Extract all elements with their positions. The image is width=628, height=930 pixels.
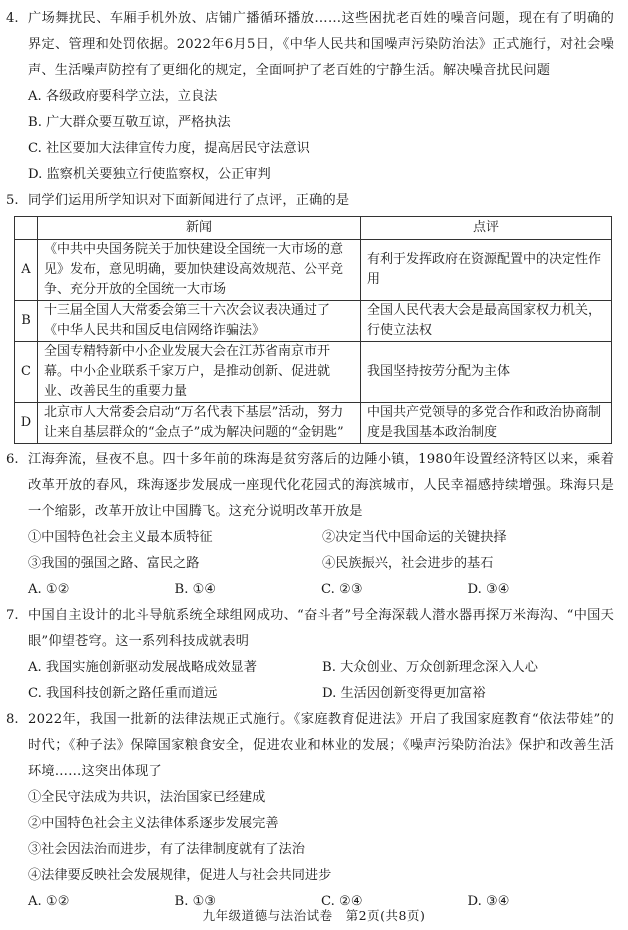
option-d: D. 监察机关要独立行使监察权，公正审判: [28, 167, 271, 182]
question-5: [6, 188, 614, 214]
option-a: A. 各级政府要科学立法，立良法: [28, 89, 218, 104]
statement-1: ①中国特色社会主义最本质特征: [28, 530, 213, 545]
statement-row: [28, 525, 614, 551]
table-row: [15, 301, 612, 342]
comment-cell: 我国坚持按劳分配为主体: [361, 342, 612, 403]
question-number: 6.: [6, 452, 19, 467]
news-cell: 北京市人大常委会启动“万名代表下基层”活动，努力让来自基层群众的“金点子”成为解决问题的“金钥匙”: [38, 403, 361, 444]
question-number: 7.: [6, 608, 19, 623]
option-row: [28, 681, 614, 707]
statement-4: ④法律要反映社会发展规律，促进人与社会共同进步: [28, 868, 332, 883]
row-label: C: [15, 342, 38, 403]
question-number: 4.: [6, 11, 19, 26]
statement-row: [28, 551, 614, 577]
option-a: A. ①②: [28, 582, 70, 597]
news-cell: 全国专精特新中小企业发展大会在江苏省南京市开幕。中小企业联系千家万户，是推动创新、促进就业、改善民生的重要力量: [38, 342, 361, 403]
question-stem: 同学们运用所学知识对下面新闻进行了点评，正确的是: [28, 193, 350, 208]
row-label: B: [15, 301, 38, 342]
question-stem: 江海奔流，昼夜不息。四十多年前的珠海是贫穷落后的边陲小镇，1980年设置经济特区以来，乘着改革开放的春风，珠海逐步发展成一座现代化花园式的海滨城市，人民幸福感持续增强。珠海只是一个缩影，改革开放让中国腾飞。这充分说明改革开放是: [28, 452, 614, 519]
question-stem: 中国自主设计的北斗导航系统全球组网成功、“奋斗者”号全海深载人潜水器再探万米海沟、“中国天眼”仰望苍穹。这一系列科技成就表明: [28, 608, 614, 649]
option-b: B. 大众创业、万众创新理念深入人心: [322, 660, 538, 675]
option-row: [28, 655, 614, 681]
option-row: [28, 577, 614, 603]
option-d: D. ③④: [467, 894, 510, 909]
statement-3: ③我国的强国之路、富民之路: [28, 556, 200, 571]
table-header-row: [15, 217, 612, 240]
question-stem: 广场舞扰民、车厢手机外放、店铺广播循环播放……这些困扰老百姓的噪音问题，现在有了明确的界定、管理和处罚依据。2022年6月5日，《中华人民共和国噪声污染防治法》正式施行，对社会噪声、生活噪声防控有了更细化的规定，全面呵护了老百姓的宁静生活。解决噪音扰民问题: [28, 11, 614, 78]
option-c: C. 我国科技创新之路任重而道远: [28, 686, 218, 701]
statement-1: ①全民守法成为共识，法治国家已经建成: [28, 790, 266, 805]
page-footer: 九年级道德与法治试卷 第2页(共8页): [202, 908, 426, 923]
statement-2: ②决定当代中国命运的关键抉择: [322, 530, 507, 545]
comment-cell: 中国共产党领导的多党合作和政治协商制度是我国基本政治制度: [361, 403, 612, 444]
question-number: 5.: [6, 193, 19, 208]
table-row: [15, 342, 612, 403]
option-a: A. 我国实施创新驱动发展战略成效显著: [28, 660, 257, 675]
option-c: C. ②④: [321, 894, 363, 909]
question-stem: 2022年，我国一批新的法律法规正式施行。《家庭教育促进法》开启了我国家庭教育“依法带娃”的时代；《种子法》保障国家粮食安全，促进农业和林业的发展；《噪声污染防治法》保护和改善生活环境……这突出体现了: [28, 712, 614, 779]
table-header-news: 新闻: [38, 217, 361, 240]
table-row: [15, 403, 612, 444]
table-header-comment: 点评: [361, 217, 612, 240]
news-cell: 《中共中央国务院关于加快建设全国统一大市场的意见》发布，意见明确，要加快建设高效规范、公平竞争、充分开放的全国统一大市场: [38, 240, 361, 301]
option-c: C. 社区要加大法律宣传力度，提高居民守法意识: [28, 141, 310, 156]
comment-cell: 全国人民代表大会是最高国家权力机关，行使立法权: [361, 301, 612, 342]
row-label: D: [15, 403, 38, 444]
statement-2: ②中国特色社会主义法律体系逐步发展完善: [28, 816, 279, 831]
option-d: D. ③④: [467, 582, 510, 597]
option-d: D. 生活因创新变得更加富裕: [322, 686, 486, 701]
question-number: 8.: [6, 712, 19, 727]
option-c: C. ②③: [321, 582, 363, 597]
question-6: [6, 447, 614, 603]
news-cell: 十三届全国人大常委会第三十六次会议表决通过了《中华人民共和国反电信网络诈骗法》: [38, 301, 361, 342]
option-b: B. ①④: [174, 582, 217, 597]
statement-4: ④民族振兴，社会进步的基石: [322, 556, 494, 571]
news-comment-table: [14, 216, 612, 444]
option-a: A. ①②: [28, 894, 70, 909]
table-header-blank: [15, 217, 38, 240]
option-b: B. ①③: [174, 894, 217, 909]
option-b: B. 广大群众要互敬互谅，严格执法: [28, 115, 231, 130]
comment-cell: 有利于发挥政府在资源配置中的决定性作用: [361, 240, 612, 301]
row-label: A: [15, 240, 38, 301]
question-7: [6, 603, 614, 707]
statement-3: ③社会因法治而进步，有了法律制度就有了法治: [28, 842, 305, 857]
question-8: [6, 707, 614, 915]
table-row: [15, 240, 612, 301]
question-4: [6, 6, 614, 188]
